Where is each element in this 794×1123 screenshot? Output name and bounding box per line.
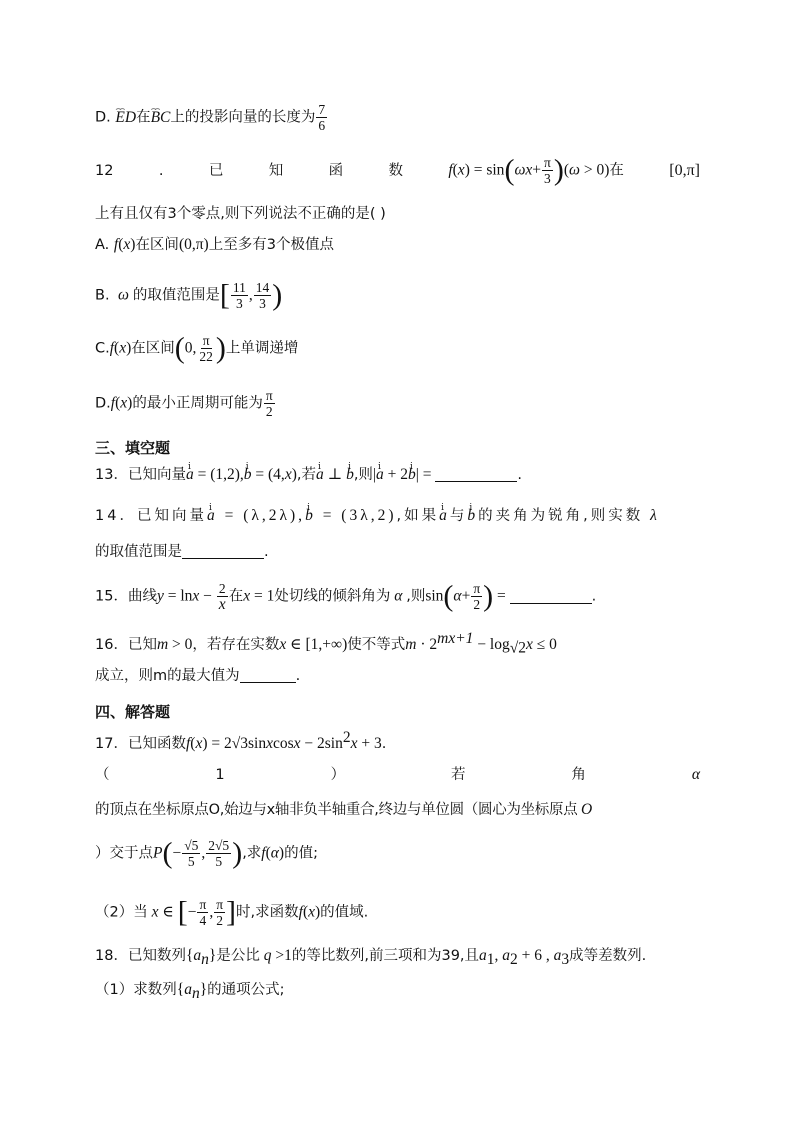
text: 的顶点在坐标原点O,始边与x轴非负半轴重合,终边与单位圆（圆心为坐标原点 <box>95 802 578 818</box>
q17-line4: ）交于点P(− $\frac{√5}{5}$ , $\frac{2√5}{5}$ ),求f(α)的值; <box>95 836 318 870</box>
char: 知 <box>268 162 284 179</box>
char: ） <box>330 767 346 783</box>
denominator: 22 <box>199 349 213 364</box>
denominator: 2 <box>265 404 273 419</box>
q12-option-d: D.f(x)的最小正周期可能为 $\frac{\pi}{2}$ <box>95 388 273 419</box>
q15: 15．曲线y = lnx − $\frac{2}{x}$ 在x = 1处切线的倾斜角为 α ,则sin(α+ $\frac{\pi}{2}$ ) = . <box>95 579 597 613</box>
q16-line1: 16．已知m > 0，若存在实数x ∈ [1,+∞)使不等式$m \cdot 2^{mx+1} - \log_{√2}x \le 0$ <box>95 630 557 657</box>
fraction <box>316 102 327 133</box>
q12-function: f(x) = sin(ωx+ $\frac{\pi}{3}$ )(ω > 0)在 <box>448 153 624 187</box>
text: ,如果 <box>396 508 440 524</box>
text: 的取值范围是 <box>95 544 182 560</box>
option-label: C. <box>95 340 110 357</box>
text: 在区间 <box>131 340 175 357</box>
char: 已 <box>208 162 224 179</box>
denominator: 6 <box>318 118 326 133</box>
text: 的最小正周期可能为 <box>132 395 263 412</box>
text: 上单调递增 <box>225 340 299 357</box>
text: 的夹角为锐角,则实数 <box>478 508 644 524</box>
text: . <box>295 668 301 684</box>
answer-blank[interactable] <box>510 589 592 604</box>
answer-blank[interactable] <box>182 544 264 559</box>
numerator: 7 <box>318 102 326 117</box>
text: 的通项公式; <box>207 982 285 998</box>
q12-option-c: C.f(x)在区间(0, $\frac{\pi}{22}$ )上单调递增 <box>95 331 299 365</box>
q16-line2 <box>95 665 700 687</box>
denominator: 3 <box>259 296 266 311</box>
text: 17．已知函数 <box>95 735 186 752</box>
question-number: 12 <box>95 162 114 179</box>
vector-ed: ⌢⌢ ED <box>115 107 136 129</box>
text: 在 <box>228 588 244 605</box>
text: 处切线的倾斜角为 <box>274 588 391 605</box>
option-label: D. <box>95 109 111 126</box>
numerator: π <box>202 333 210 348</box>
q12-option-b: B. ω 的取值范围是[ $\frac{11}{3}$ , $\frac{14}{3}$ ) <box>95 278 283 312</box>
char: 若 <box>451 767 466 783</box>
q12-line1 <box>95 155 700 186</box>
q14-line1: 14．已知向量ⅰ a = (λ,2λ),ⅰ b = (3λ,2),如果ⅰ a与ⅰ b的夹角为锐角,则实数 λ <box>95 505 700 527</box>
text: ,则 <box>406 588 426 605</box>
text: ,求 <box>242 845 262 862</box>
answer-blank[interactable] <box>240 668 296 683</box>
text: 是公比 <box>216 948 260 964</box>
q12-option-a: A. f(x)在区间(0,π)上至多有3个极值点 <box>95 236 334 253</box>
answer-blank[interactable] <box>435 467 517 482</box>
text: （1）求数列 <box>95 982 177 998</box>
interval: [0,π] <box>669 161 700 179</box>
numerator: π <box>265 388 273 403</box>
q18-part1: （1）求数列$\{a_n\}$的通项公式; <box>95 981 285 1002</box>
text: 上的投影向量的长度为 <box>170 109 316 126</box>
char: 函 <box>328 162 344 179</box>
text: ，若存在实数 <box>192 636 280 653</box>
text: 成立，则m的最大值为 <box>95 668 240 684</box>
text: 在 <box>136 109 151 126</box>
text: ）交于点 <box>95 845 153 862</box>
text: 的值域. <box>320 904 369 921</box>
text: . <box>264 544 269 560</box>
dot: . <box>158 162 164 179</box>
section-title-solutions: 四、解答题 <box>95 703 171 721</box>
text: 在 <box>609 162 624 179</box>
denominator: 3 <box>236 296 243 311</box>
q17-line1: 17．已知函数f(x) = 2√3sinxcosx − $2\sin^2x + 3$. <box>95 729 387 752</box>
text: 18．已知数列 <box>95 948 186 964</box>
char: （ <box>95 767 110 783</box>
text: 14．已知向量 <box>95 508 207 524</box>
char: 数 <box>388 162 403 179</box>
q18-line1: 18．已知数列$\{a_n\}$是公比 q >1的等比数列,前三项和为39,且$a_1$, $a_2 + 6$ , $a_3$成等差数列. <box>95 947 647 968</box>
numerator: 11 <box>232 280 246 295</box>
omega: ω <box>114 286 133 304</box>
text: ,则 <box>353 467 373 483</box>
text: 与 <box>449 508 468 524</box>
numerator: 14 <box>255 280 270 295</box>
text: . <box>517 467 522 483</box>
section-title-fill-in: 三、填空题 <box>95 439 171 457</box>
text: . <box>591 588 597 605</box>
q17-part2: （2）当 x ∈ [− $\frac{\pi}{4}$ , $\frac{\pi}{2}$ ]时,求函数f(x)的值域. <box>95 895 369 929</box>
alpha: α <box>691 766 700 783</box>
vector-bc: ⌢⌢ BC <box>151 107 171 129</box>
text: （2）当 <box>95 904 148 921</box>
text: 16．已知 <box>95 636 157 653</box>
text: ,若 <box>296 467 316 483</box>
option-label: D. <box>95 395 111 412</box>
text: 时,求函数 <box>236 904 299 921</box>
q17-line3: 的顶点在坐标原点O,始边与x轴非负半轴重合,终边与单位圆（圆心为坐标原点 O <box>95 801 592 818</box>
q11-option-d <box>95 102 700 133</box>
option-label: B. <box>95 287 110 304</box>
q17-part1-line <box>95 764 700 786</box>
text: 13．已知向量 <box>95 467 186 483</box>
text: 成等差数列. <box>569 948 647 964</box>
text: 的等比数列,前三项和为39,且 <box>291 948 480 964</box>
char: 角 <box>571 767 586 783</box>
text: 15．曲线 <box>95 588 157 605</box>
char: 1 <box>215 767 225 783</box>
text: 的值; <box>284 845 318 862</box>
q13: 13．已知向量ⅰ a = (1,2),ⅰ b = (4,x),若ⅰ a ⊥ ⅰ b,则|ⅰ a + 2ⅰ b| = . <box>95 464 700 486</box>
text: 的取值范围是 <box>132 287 220 304</box>
q12-line2: 上有且仅有3个零点,则下列说法不正确的是( ) <box>95 206 386 222</box>
text: 使不等式 <box>347 636 406 653</box>
q14-line2 <box>95 541 700 563</box>
